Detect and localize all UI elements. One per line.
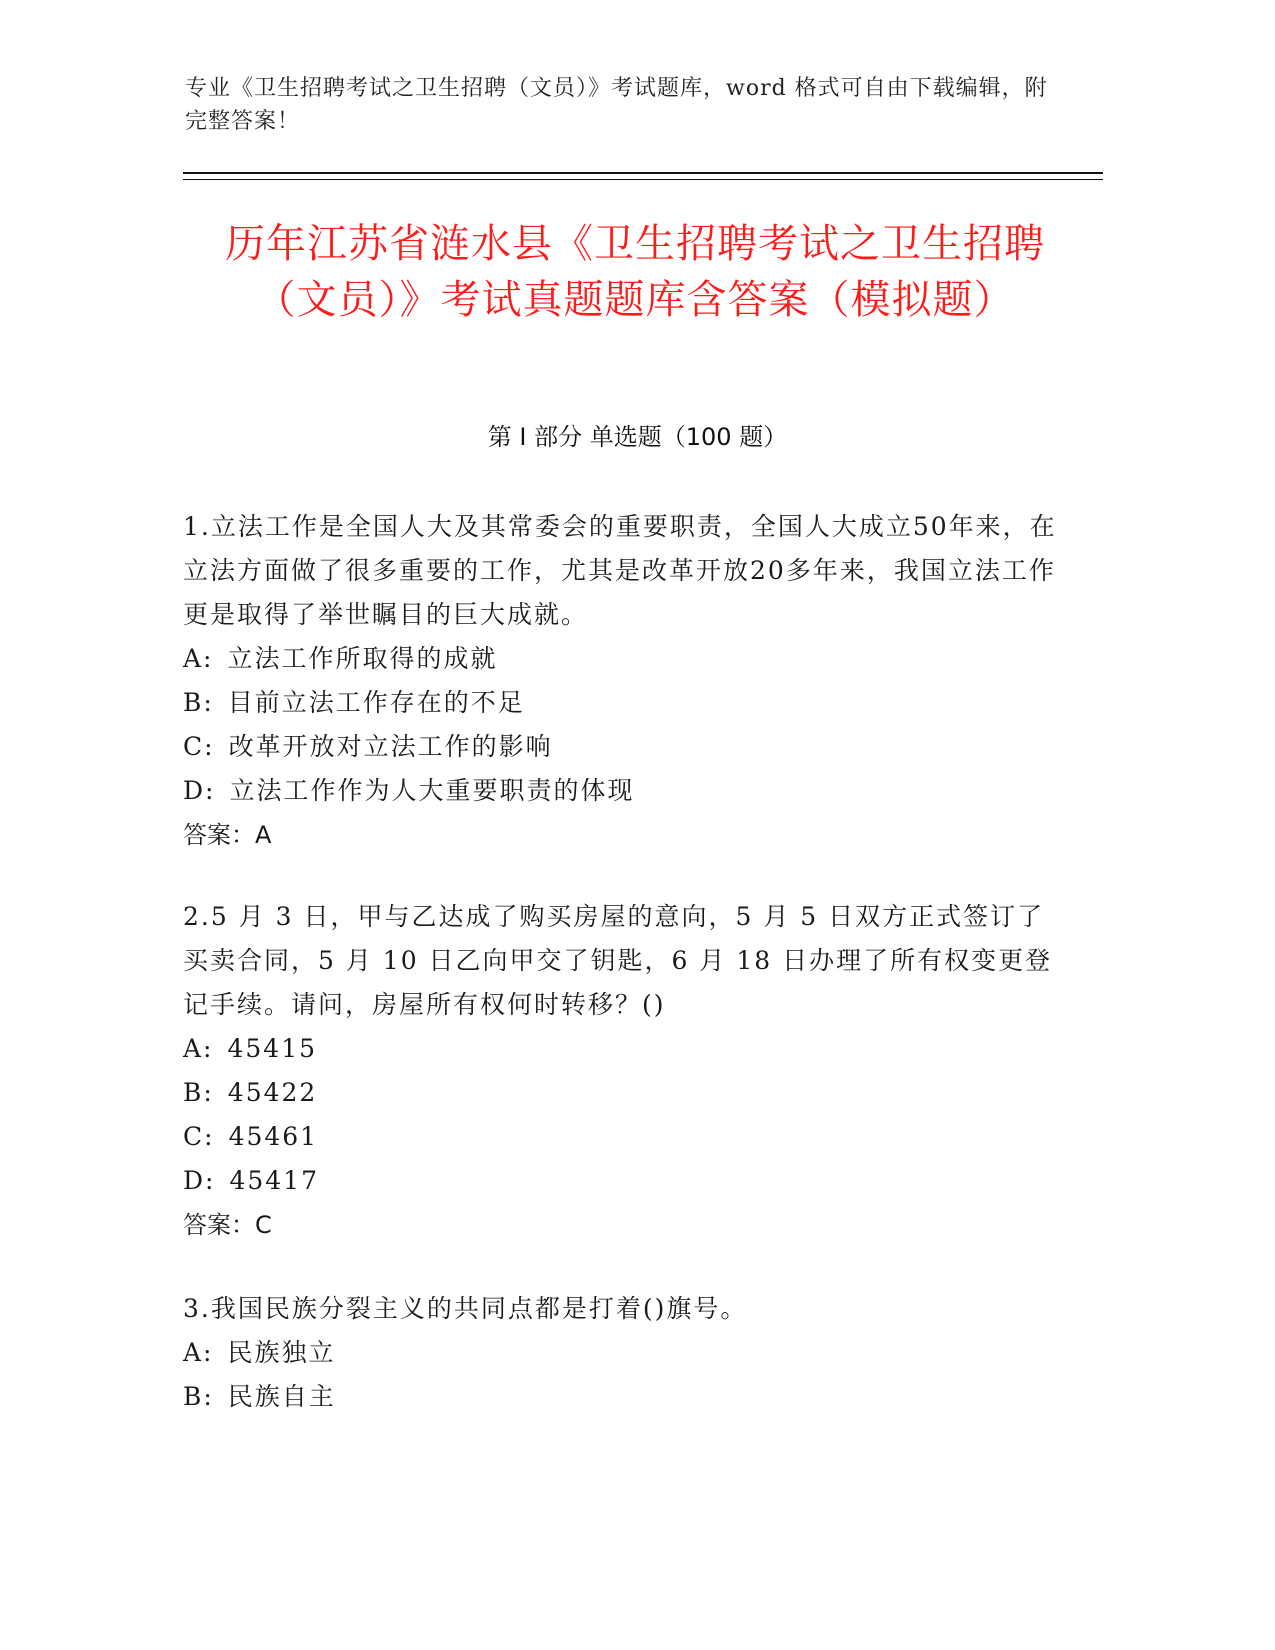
option-key: B:	[183, 1078, 214, 1107]
option-b	[183, 1375, 1063, 1419]
option-key: D:	[183, 1166, 216, 1195]
option-key: B:	[183, 1382, 214, 1411]
option-text: 45422	[227, 1078, 318, 1107]
option-key: C:	[183, 732, 215, 761]
option-c	[183, 725, 1063, 769]
option-key: B:	[183, 688, 214, 717]
question-1	[183, 505, 1063, 857]
option-text: 目前立法工作存在的不足	[227, 688, 525, 717]
answer: 答案：C	[183, 1211, 272, 1239]
option-text: 改革开放对立法工作的影响	[228, 732, 553, 761]
header-divider-thin	[183, 179, 1103, 180]
question-2	[183, 895, 1063, 1247]
question-text: 1.立法工作是全国人大及其常委会的重要职责，全国人大成立50年来，在立法方面做了很多重要的工作，尤其是改革开放20多年来，我国立法工作更是取得了举世瞩目的巨大成就。	[183, 512, 1057, 629]
option-text: 立法工作所取得的成就	[227, 644, 498, 673]
option-text: 民族独立	[227, 1338, 336, 1367]
option-key: A:	[183, 1338, 214, 1367]
section-title: 第 I 部分 单选题（100 题）	[487, 423, 788, 451]
option-a	[183, 1027, 1063, 1071]
option-b	[183, 1071, 1063, 1115]
answer: 答案：A	[183, 821, 272, 849]
option-text: 民族自主	[227, 1382, 336, 1411]
option-key: D:	[183, 776, 216, 805]
option-d	[183, 1159, 1063, 1203]
question-text: 2.5 月 3 日，甲与乙达成了购买房屋的意向，5 月 5 日双方正式签订了买卖合同，5 月 10 日乙向甲交了钥匙，6 月 18 日办理了所有权变更登记手续。请问，房屋所有权何时转移？()	[183, 902, 1053, 1019]
header-divider-thick	[183, 172, 1103, 174]
option-a	[183, 1331, 1063, 1375]
document-title: 历年江苏省涟水县《卫生招聘考试之卫生招聘（文员）》考试真题题库含答案（模拟题）	[225, 221, 1045, 323]
question-3	[183, 1287, 1063, 1419]
option-a	[183, 637, 1063, 681]
option-text: 45417	[229, 1166, 319, 1195]
option-key: A:	[183, 644, 214, 673]
header-note: 专业《卫生招聘考试之卫生招聘（文员）》考试题库，word 格式可自由下载编辑，附完整答案！	[185, 76, 1048, 134]
question-text: 3.我国民族分裂主义的共同点都是打着()旗号。	[183, 1294, 748, 1323]
option-text: 立法工作作为人大重要职责的体现	[229, 776, 635, 805]
option-text: 45415	[227, 1034, 318, 1063]
option-d	[183, 769, 1063, 813]
option-key: A:	[183, 1034, 214, 1063]
option-b	[183, 681, 1063, 725]
option-c	[183, 1115, 1063, 1159]
option-key: C:	[183, 1122, 215, 1151]
option-text: 45461	[228, 1122, 319, 1151]
